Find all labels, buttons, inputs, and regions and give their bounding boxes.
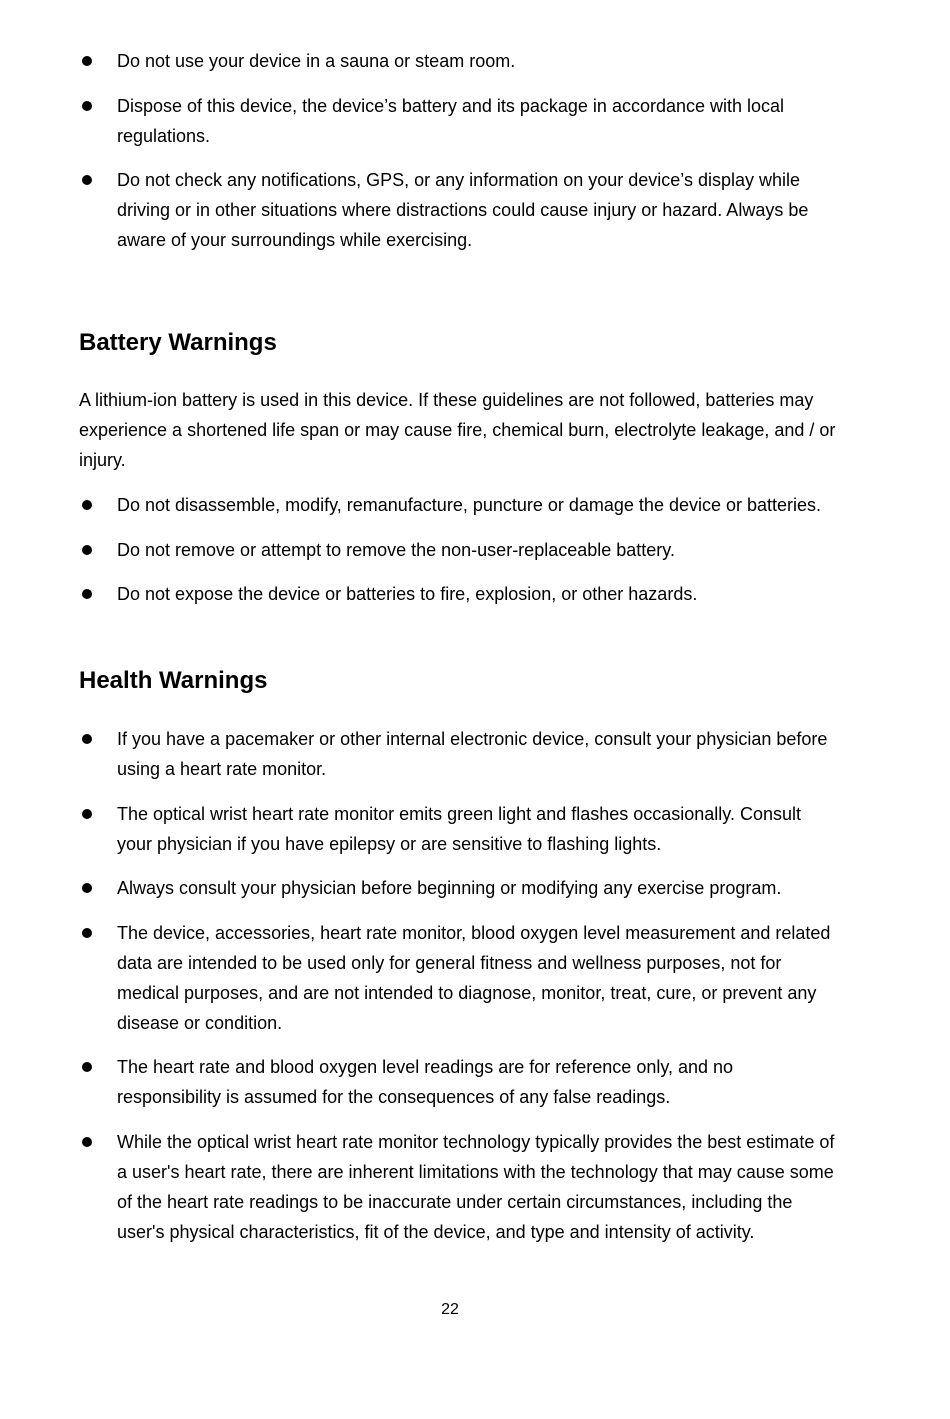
- bullet-icon: [82, 928, 92, 938]
- list-item-text: Do not disassemble, modify, remanufacture, puncture or damage the device or batteries.: [117, 495, 822, 515]
- intro-bullet-list: [79, 46, 839, 270]
- list-item: [79, 918, 839, 1038]
- battery-intro-paragraph: A lithium-ion battery is used in this device. If these guidelines are not followed, batteries may experience a shortened life span or may cause fire, chemical burn, electrolyte leakage, and / or injury.: [79, 390, 836, 470]
- list-item: [79, 1052, 839, 1112]
- bullet-icon: [82, 1062, 92, 1072]
- list-item: [79, 873, 839, 903]
- bullet-icon: [82, 809, 92, 819]
- list-item-text: Do not use your device in a sauna or steam room.: [117, 51, 516, 71]
- list-item: [79, 1127, 839, 1247]
- list-item-text: Do not check any notifications, GPS, or any information on your device’s display while driving or in other situations where distractions could cause injury or hazard. Always be aware of your surroundings while exercising.: [117, 170, 809, 250]
- bullet-icon: [82, 589, 92, 599]
- list-item-text: The optical wrist heart rate monitor emits green light and flashes occasionally. Consult your physician if you have epilepsy or are sensitive to flashing lights.: [117, 803, 801, 854]
- bullet-icon: [82, 883, 92, 893]
- list-item: [79, 46, 839, 76]
- battery-bullet-list: [79, 490, 839, 624]
- list-item-text: Do not remove or attempt to remove the non-user-replaceable battery.: [117, 539, 675, 560]
- health-bullet-list: [79, 724, 839, 1261]
- list-item: [79, 165, 839, 255]
- health-warnings-heading: Health Warnings: [79, 667, 268, 694]
- list-item: [79, 799, 839, 859]
- list-item: [79, 724, 839, 784]
- battery-warnings-heading: Battery Warnings: [79, 329, 277, 356]
- list-item-text: The device, accessories, heart rate monitor, blood oxygen level measurement and related data are intended to be used only for general fitness and wellness purposes, not for medical purposes, and are not intended to diagnose, monitor, treat, cure, or prevent any disease or condition.: [117, 922, 831, 1033]
- page-number: 22: [441, 1301, 459, 1318]
- list-item-text: Dispose of this device, the device’s battery and its package in accordance with local regulations.: [117, 95, 785, 146]
- list-item-text: While the optical wrist heart rate monitor technology typically provides the best estimate of a user's heart rate, there are inherent limitations with the technology that may cause some of the heart rate readings to be inaccurate under certain circumstances, including the user's physical characteristics, fit of the device, and type and intensity of activity.: [117, 1131, 835, 1242]
- list-item-text: Always consult your physician before beginning or modifying any exercise program.: [117, 878, 782, 898]
- bullet-icon: [82, 101, 92, 111]
- bullet-icon: [82, 734, 92, 744]
- bullet-icon: [82, 56, 92, 66]
- list-item-text: If you have a pacemaker or other internal electronic device, consult your physician before using a heart rate monitor.: [117, 729, 828, 779]
- bullet-icon: [82, 545, 92, 555]
- list-item: [79, 535, 839, 565]
- bullet-icon: [82, 175, 92, 185]
- list-item-text: The heart rate and blood oxygen level readings are for reference only, and no responsibility is assumed for the consequences of any false readings.: [117, 1057, 734, 1107]
- list-item-text: Do not expose the device or batteries to fire, explosion, or other hazards.: [117, 584, 698, 604]
- list-item: [79, 91, 839, 151]
- bullet-icon: [82, 1137, 92, 1147]
- bullet-icon: [82, 500, 92, 510]
- list-item: [79, 490, 839, 520]
- list-item: [79, 579, 839, 609]
